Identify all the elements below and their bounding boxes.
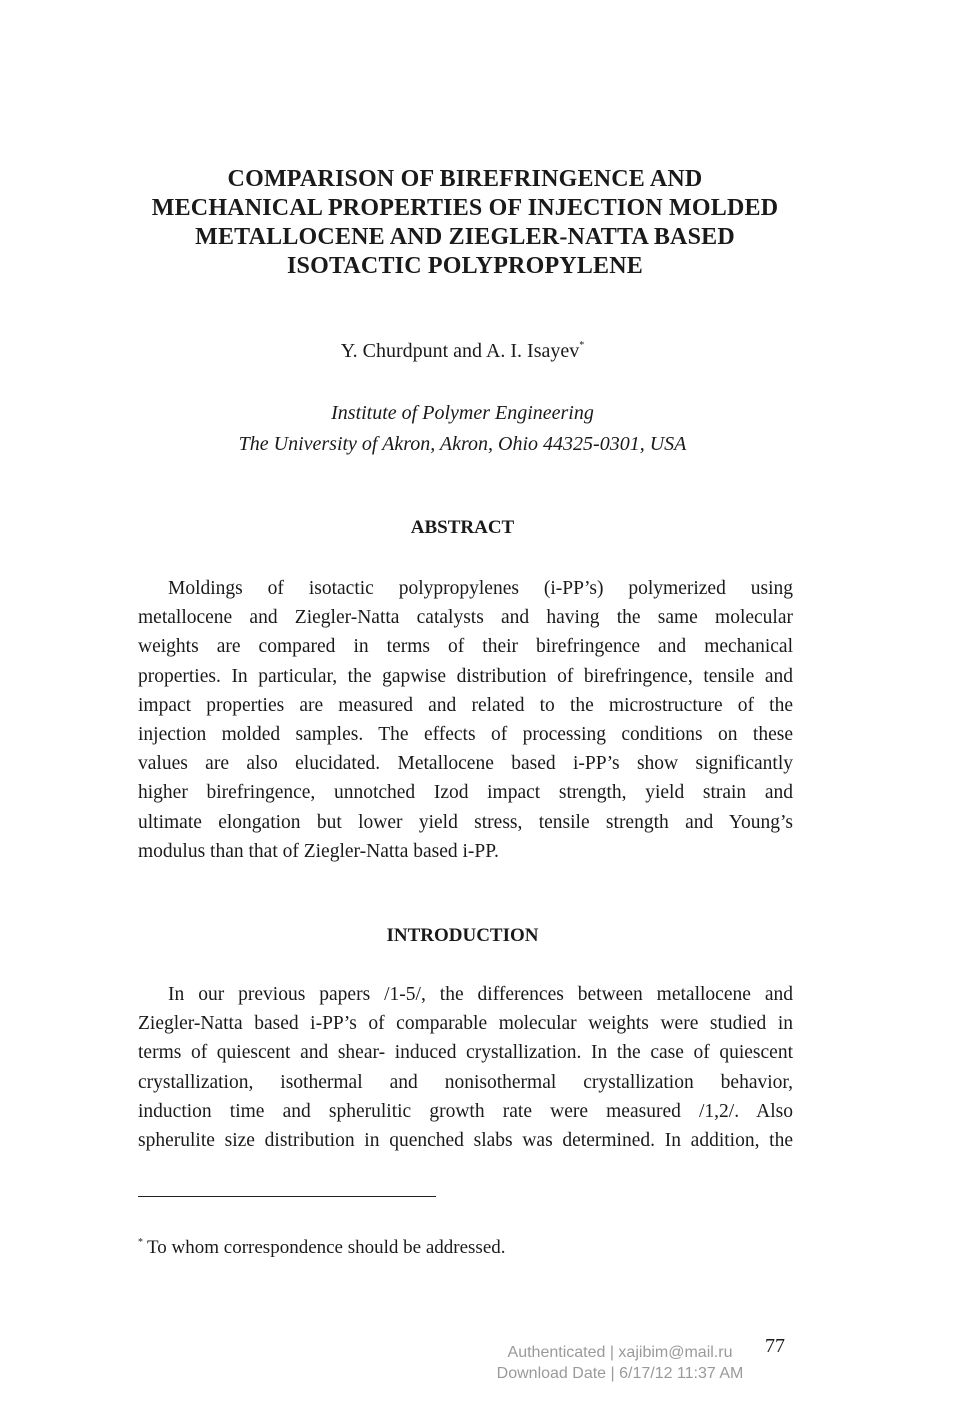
title-line: MECHANICAL PROPERTIES OF INJECTION MOLDED	[151, 195, 779, 221]
watermark-download-date: Download Date | 6/17/12 11:37 AM	[496, 1365, 744, 1382]
affiliation	[0, 398, 925, 460]
footnote-marker: *	[138, 1237, 143, 1248]
abstract-line: properties. In particular, the gapwise distribution of birefringence, tensile and	[138, 665, 793, 687]
footnote-divider	[138, 1196, 436, 1197]
corresponding-author-marker: *	[579, 340, 585, 351]
abstract-line: weights are compared in terms of their birefringence and mechanical	[138, 636, 793, 658]
introduction-line: Ziegler-Natta based i-PP’s of comparable molecular weights were studied in	[138, 1013, 793, 1035]
abstract-line: impact properties are measured and related to the microstructure of the	[138, 694, 793, 716]
introduction-line: In our previous papers /1-5/, the differences between metallocene and	[168, 984, 793, 1005]
introduction-heading: INTRODUCTION	[386, 925, 539, 946]
abstract-heading: ABSTRACT	[410, 517, 515, 538]
authors	[0, 340, 925, 363]
title-line: COMPARISON OF BIREFRINGENCE AND	[227, 166, 703, 192]
page-number: 77	[765, 1335, 785, 1357]
affiliation-university: The University of Akron, Akron, Ohio 44325-0301, USA	[238, 433, 687, 455]
watermark-authenticated: Authenticated | xajibim@mail.ru	[507, 1344, 733, 1361]
abstract-line: modulus than that of Ziegler-Natta based i-PP.	[138, 840, 499, 862]
affiliation-institute: Institute of Polymer Engineering	[331, 402, 594, 424]
introduction-line: spherulite size distribution in quenched slabs was determined. In addition, the	[138, 1130, 793, 1152]
abstract-line: injection molded samples. The effects of processing conditions on these	[138, 724, 793, 746]
title-line: ISOTACTIC POLYPROPYLENE	[287, 253, 643, 279]
footnote	[138, 1237, 506, 1259]
introduction-line: crystallization, isothermal and nonisothermal crystallization behavior,	[138, 1071, 793, 1093]
title-line: METALLOCENE AND ZIEGLER-NATTA BASED	[195, 224, 735, 250]
introduction-body	[138, 980, 793, 1155]
introduction-line: terms of quiescent and shear- induced crystallization. In the case of quiescent	[138, 1042, 793, 1064]
abstract-line: higher birefringence, unnotched Izod impact strength, yield strain and	[138, 782, 793, 804]
download-watermark	[470, 1342, 770, 1384]
abstract-line: Moldings of isotactic polypropylenes (i-PP’s) polymerized using	[168, 578, 793, 599]
introduction-line: induction time and spherulitic growth rate were measured /1,2/. Also	[138, 1100, 793, 1122]
abstract-body	[138, 574, 793, 866]
paper-title	[120, 165, 810, 281]
abstract-line: values are also elucidated. Metallocene based i-PP’s show significantly	[138, 753, 793, 775]
author-names: Y. Churdpunt and A. I. Isayev	[340, 340, 580, 362]
abstract-line: ultimate elongation but lower yield stress, tensile strength and Young’s	[138, 811, 793, 833]
abstract-line: metallocene and Ziegler-Natta catalysts and having the same molecular	[138, 607, 793, 629]
footnote-text: To whom correspondence should be addressed.	[147, 1237, 506, 1258]
